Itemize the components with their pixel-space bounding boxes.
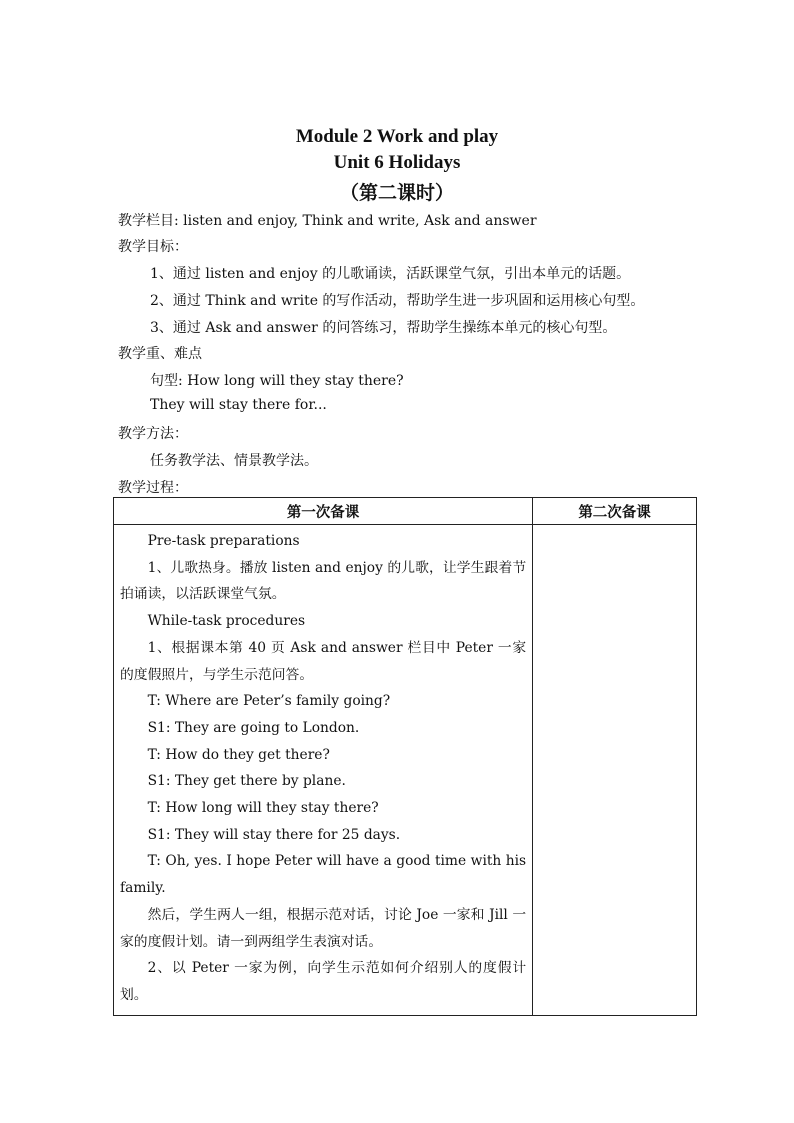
second-prep-cell [533,525,697,1016]
header-second-prep: 第二次备课 [533,498,697,525]
table-header-row [114,498,697,525]
content-paragraph: 1、儿歌热身。播放 listen and enjoy 的儿歌，让学生跟着节拍诵读，以活跃课堂气氛。 [120,559,527,603]
content-paragraph: 2、以 Peter 一家为例，向学生示范如何介绍别人的度假计划。 [120,960,527,1003]
key-point-item: They will stay there for... [150,397,327,413]
content-paragraph: T: Where are Peter’s family going? [147,693,391,710]
methods-heading: 教学方法： [118,426,188,442]
key-points-heading: 教学重、难点 [118,346,202,362]
methods-text: 任务教学法、情景教学法。 [150,453,318,469]
content-paragraph: S1: They are going to London. [147,719,360,736]
goal-item: 3、通过 Ask and answer 的问答练习，帮助学生操练本单元的核心句型。 [150,320,617,336]
header-first-prep: 第一次备课 [114,498,533,525]
content-paragraph: T: Oh, yes. I hope Peter will have a good time with his family. [120,853,527,897]
process-heading: 教学过程： [118,480,188,496]
content-paragraph: T: How do they get there? [147,746,330,763]
content-paragraph: 1、根据课本第 40 页 Ask and answer 栏目中 Peter 一家的度假照片，与学生示范问答。 [120,639,527,683]
goal-item: 1、通过 listen and enjoy 的儿歌诵读，活跃课堂气氛，引出本单元的话题。 [150,266,631,282]
lesson-plan-table [113,497,697,1016]
first-prep-cell [114,525,533,1016]
goal-item: 2、通过 Think and write 的写作活动，帮助学生进一步巩固和运用核心句型。 [150,293,645,309]
content-paragraph: S1: They get there by plane. [147,773,346,790]
unit-title: Unit 6 Holidays [333,152,461,173]
content-paragraph: While-task procedures [147,613,306,630]
module-title: Module 2 Work and play [295,126,499,147]
key-point-item: 句型: How long will they stay there? [150,373,404,389]
lesson-label: （第二课时） [339,183,454,204]
content-paragraph: 然后，学生两人一组，根据示范对话，讨论 Joe 一家和 Jill 一家的度假计划。请一到两组学生表演对话。 [120,906,527,950]
table-content-row [114,525,697,1016]
teaching-columns: 教学栏目: listen and enjoy, Think and write, Ask and answer [118,213,537,229]
content-paragraph: T: How long will they stay there? [147,800,379,817]
content-paragraph: S1: They will stay there for 25 days. [147,826,401,843]
goals-heading: 教学目标： [118,239,188,255]
content-paragraph: Pre-task preparations [147,533,300,549]
